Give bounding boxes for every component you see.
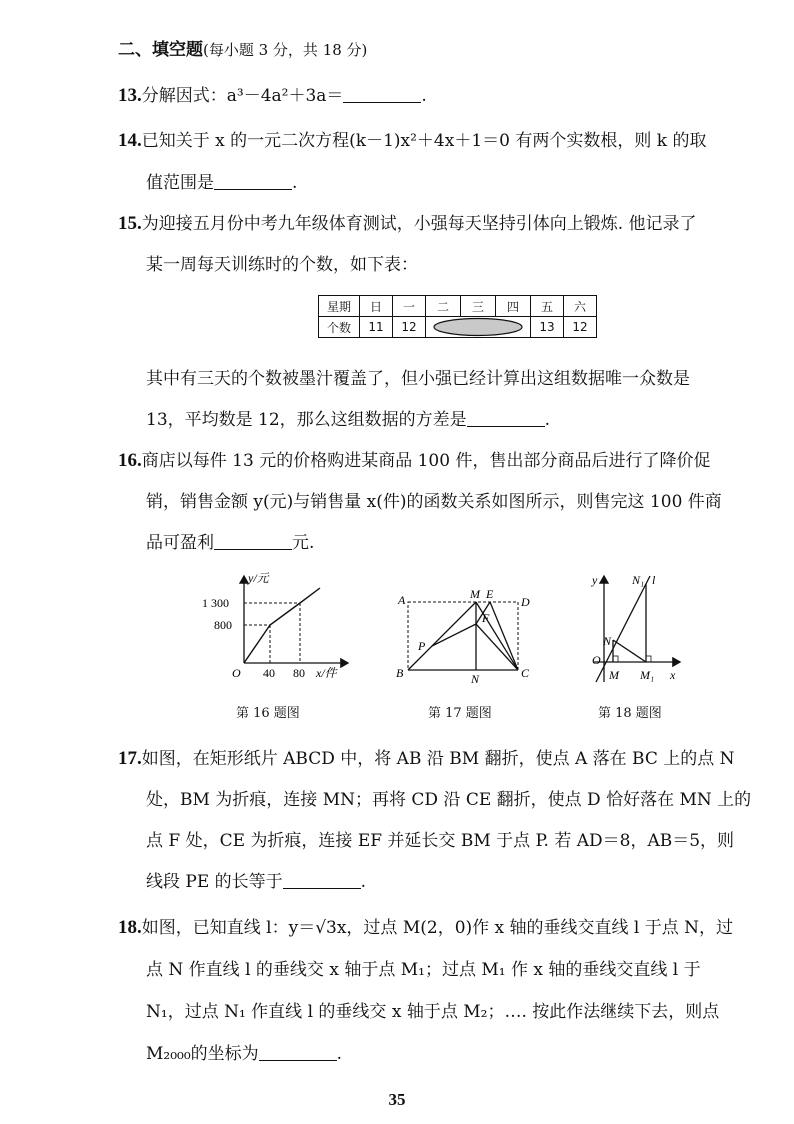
question-number: 16. [118,450,142,471]
y-tick-1300: 1 300 [202,596,229,610]
question-text: 值范围是 [146,173,214,193]
question-15-line-3 [146,369,690,389]
label-b: B [396,666,404,680]
page-number: 35 [388,1090,406,1109]
label-f: F [482,611,490,625]
x-tick-80: 80 [293,666,305,680]
y-tick-800: 800 [214,618,232,632]
question-text: 商店以每件 13 元的价格购进某商品 100 件，售出部分商品后进行了降价促 [141,451,711,471]
question-17-line-2 [146,790,751,810]
question-text: 品可盈利 [146,533,214,553]
question-number: 18. [118,917,142,938]
x-axis-label: x/件 [316,666,337,680]
label-a: A [398,593,406,607]
question-17-line-4 [146,872,366,892]
answer-blank[interactable] [343,86,421,103]
question-15-line-2 [146,255,418,275]
rectangle-abcd [408,602,518,670]
answer-blank[interactable] [283,872,361,889]
table-cell: 星期 [319,296,360,317]
answer-blank[interactable] [467,410,545,427]
label-d: D [521,595,530,609]
figure-17 [392,582,540,686]
question-17-line-1 [118,749,735,769]
question-18-line-4 [146,1044,342,1064]
period: . [336,1044,343,1064]
question-15-line-4 [146,410,550,430]
question-text: 销，销售金额 y(元)与销售量 x(件)的函数关系如图所示，则售完这 100 件商 [146,492,722,512]
question-text: 已知关于 x 的一元二次方程(k－1)x²＋4x＋1＝0 有两个实数根，则 k 的取 [141,131,707,151]
table-cell: 一 [393,296,426,317]
table-cell: 二 [426,296,461,317]
segment-bm [408,602,476,670]
answer-blank[interactable] [259,1044,337,1061]
question-16-line-2 [146,492,722,512]
segment-fp [432,624,476,646]
label-e: E [486,587,494,601]
question-text: 如图，已知直线 l：y＝√3x，过点 M(2，0)作 x 轴的垂线交直线 l 于点 N，过 [141,918,734,938]
table-cell: 12 [393,317,426,338]
question-number: 17. [118,748,142,769]
table-cell: 12 [564,317,597,338]
label-n: N [603,634,612,648]
question-15-line-1 [118,214,697,234]
question-18-line-3 [146,1002,719,1022]
question-18-line-1 [118,918,733,938]
label-n1: N₁ [632,573,645,587]
question-14-line-1 [118,131,706,151]
table-header-row [319,296,597,317]
question-text: 点 N 作直线 l 的垂线交 x 轴于点 M₁；过点 M₁ 作 x 轴的垂线交直线 l 于 [146,960,701,980]
period: . [292,173,298,193]
table-row [319,317,597,338]
table-cell: 日 [360,296,393,317]
question-text: 某一周每天训练时的个数，如下表： [146,255,418,275]
question-text: M₂₀₀₀的坐标为 [146,1044,259,1064]
question-number: 13. [118,85,142,106]
figure-16 [200,568,360,688]
label-p: P [418,639,426,653]
question-text: 为迎接五月份中考九年级体育测试，小强每天坚持引体向上锻炼. 他记录了 [141,214,697,234]
period: . [421,86,427,106]
question-18-line-2 [146,960,701,980]
question-text: 点 F 处，CE 为折痕，连接 EF 并延长交 BM 于点 P. 若 AD＝8，AB＝5，则 [146,831,735,851]
question-text: 其中有三天的个数被墨汁覆盖了，但小强已经计算出这组数据唯一众数是 [146,369,690,389]
label-m: M [609,668,619,682]
question-17-line-3 [146,831,734,851]
question-14-line-2 [146,173,297,193]
question-13 [118,86,427,106]
question-text: N₁，过点 N₁ 作直线 l 的垂线交 x 轴于点 M₂；…. 按此作法继续下去，则点 [146,1002,720,1022]
label-x: x [670,668,676,682]
figure-16-caption: 第 16 题图 [236,706,300,721]
section-note: (每小题 3 分，共 18 分) [203,41,368,59]
label-y: y [592,573,598,587]
table-cell: 四 [496,296,531,317]
table-cell: 六 [564,296,597,317]
answer-blank[interactable] [214,533,292,550]
question-16-line-1 [118,451,710,471]
question-text: 13，平均数是 12，那么这组数据的方差是 [146,410,467,430]
ink-blot [430,317,526,337]
section-heading [118,40,367,60]
label-m1: M₁ [640,668,655,682]
question-number: 15. [118,213,142,234]
table-cell: 三 [461,296,496,317]
ink-covered-cell [426,317,531,338]
origin-label: O [232,666,241,680]
segment-fc [476,624,518,670]
table-cell: 11 [360,317,393,338]
question-number: 14. [118,130,142,151]
label-c: C [521,666,530,680]
x-tick-40: 40 [263,666,275,680]
period: . [544,410,551,430]
question-16-line-3 [146,533,314,553]
answer-blank[interactable] [214,173,292,190]
table-cell: 个数 [319,317,360,338]
table-cell: 五 [531,296,564,317]
label-n: N [471,672,480,686]
figure-18 [584,570,694,688]
segment-ce [490,602,518,670]
section-title: 二、填空题 [118,40,203,60]
y-axis-label: y/元 [248,571,269,585]
unit-yuan: 元. [292,533,315,553]
question-text: 分解因式：a³－4a²＋3a＝ [141,86,344,106]
question-text: 处，BM 为折痕，连接 MN；再将 CD 沿 CE 翻折，使点 D 恰好落在 MN 上的 [146,790,752,810]
label-m: M [470,587,480,601]
period: . [360,872,367,892]
pullup-table [318,295,597,338]
question-text: 线段 PE 的长等于 [146,872,283,892]
label-o: O [592,653,601,667]
figure-18-caption: 第 18 题图 [598,706,662,721]
question-text: 如图，在矩形纸片 ABCD 中，将 AB 沿 BM 翻折，使点 A 落在 BC 上的点 N [141,749,735,769]
figure-17-caption: 第 17 题图 [428,706,492,721]
table-cell: 13 [531,317,564,338]
label-l: l [652,573,656,587]
